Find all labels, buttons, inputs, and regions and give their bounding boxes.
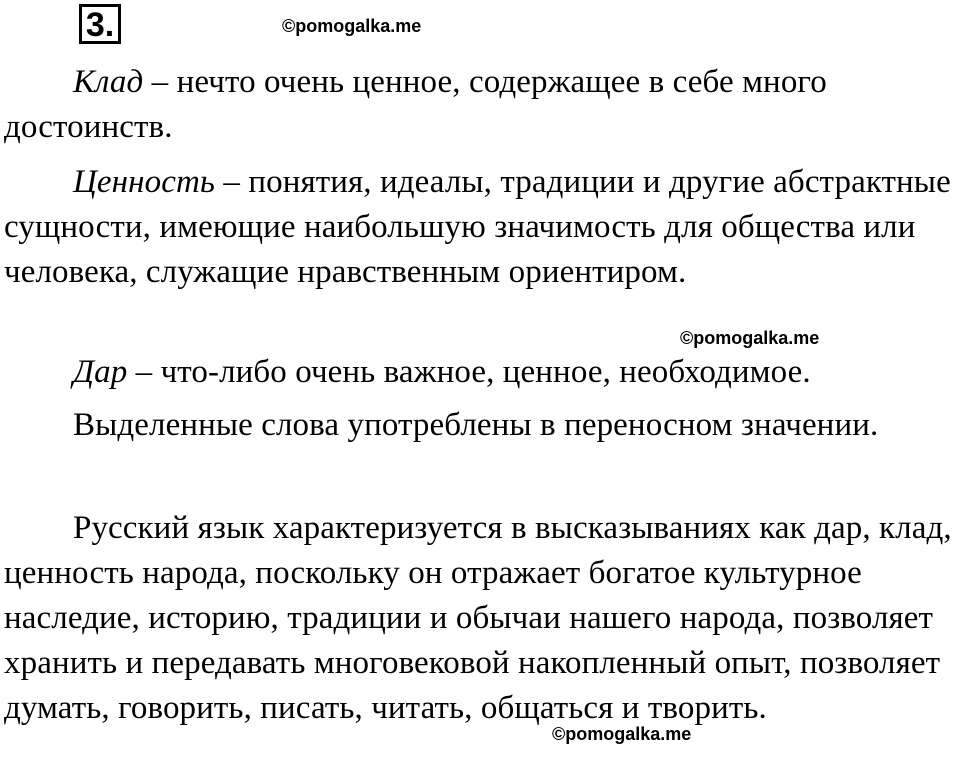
paragraph-conclusion: Выделенные слова употреблены в переносном значении. xyxy=(73,407,879,443)
term-cennost: Ценность xyxy=(73,164,216,200)
paragraph-klad xyxy=(4,60,960,150)
task-number-box: 3. xyxy=(79,4,121,44)
paragraph-cennost xyxy=(4,160,960,295)
paragraph-dar xyxy=(4,350,960,395)
watermark-middle: ©pomogalka.me xyxy=(680,328,820,348)
definition-klad: – нечто очень ценное, содержащее в себе много достоинств. xyxy=(4,64,827,145)
watermark-top: ©pomogalka.me xyxy=(282,16,422,36)
watermark-bottom: ©pomogalka.me xyxy=(552,724,692,744)
definition-dar: – что-либо очень важное, ценное, необходимое. xyxy=(127,354,811,390)
term-dar: Дар xyxy=(73,354,128,390)
term-klad: Клад xyxy=(73,64,144,100)
paragraph-explanation: Русский язык характеризуется в высказываниях как дар, клад, ценность народа, поскольку он отражает богатое культурное наследие, историю, традиции и обычаи нашего народа, позволяет хранить и передавать многовековой накопленный опыт, позволяет думать, говорить, писать, читать, общаться и творить. xyxy=(4,510,952,726)
definition-cennost: – понятия, идеалы, традиции и другие абстрактные сущности, имеющие наибольшую значимость для общества или человека, служащие нравственным ориентиром. xyxy=(4,164,951,290)
